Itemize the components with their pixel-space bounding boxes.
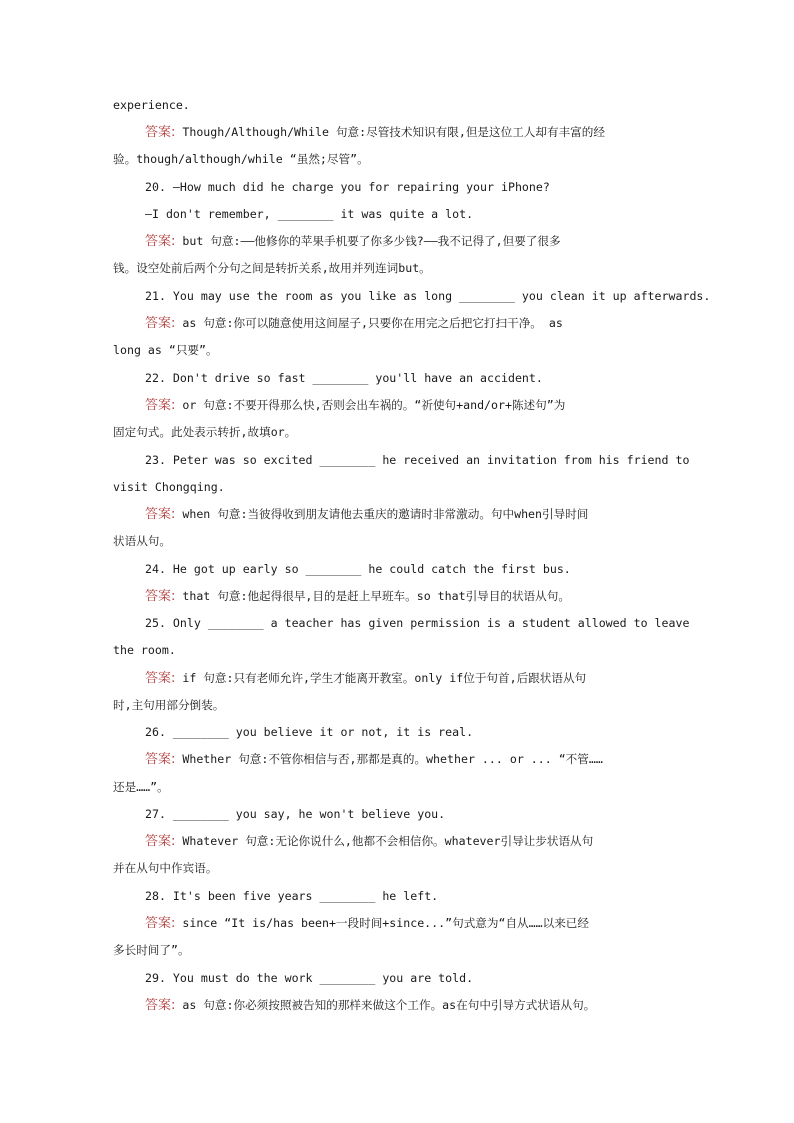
line-l7 xyxy=(113,260,681,276)
question-22 xyxy=(145,370,681,386)
question-20 xyxy=(145,179,681,195)
question-26 xyxy=(145,724,681,740)
answer-29 xyxy=(145,997,681,1014)
line-l17 xyxy=(113,533,681,549)
line-text: 27. ________ you say, he won't believe you. xyxy=(145,807,446,821)
answer-text: as 句意:你可以随意使用这间屋子,只要你在用完之后把它打扫干净。 as xyxy=(175,316,563,330)
line-text: 25. Only ________ a teacher has given permission is a student allowed to leave xyxy=(145,616,690,630)
answer-label: 答案: xyxy=(145,671,176,686)
answer-23 xyxy=(145,506,681,523)
answer-text: since “It is/has been+一段时间+since...”句式意为“自从……以来已经 xyxy=(175,916,589,930)
answer-text: Though/Although/While 句意:尽管技术知识有限,但是这位工人却有丰富的经 xyxy=(175,125,605,139)
question-29 xyxy=(145,970,681,986)
answer-26 xyxy=(145,751,681,768)
line-l21 xyxy=(113,642,681,658)
answer-label: 答案: xyxy=(145,234,176,249)
answer-label: 答案: xyxy=(145,507,176,522)
line-l13 xyxy=(113,424,681,440)
answer-label: 答案: xyxy=(145,589,176,604)
answer-21 xyxy=(145,315,681,332)
answer-text: or 句意:不要开得那么快,否则会出车祸的。“祈使句+and/or+陈述句”为 xyxy=(175,398,566,412)
question-21 xyxy=(145,288,711,304)
answer-text: that 句意:他起得很早,目的是赶上早班车。so that引导目的状语从句。 xyxy=(175,589,570,603)
answer-text: if 句意:只有老师允许,学生才能离开教室。only if位于句首,后跟状语从句 xyxy=(175,671,587,685)
line-text: —I don't remember, ________ it was quite a lot. xyxy=(145,207,474,221)
answer-label: 答案: xyxy=(145,752,176,767)
answer-text: when 句意:当彼得收到朋友请他去重庆的邀请时非常激动。句中when引导时间 xyxy=(175,507,589,521)
line-text: 多长时间了”。 xyxy=(113,943,190,957)
answer-text: Whatever 句意:无论你说什么,他都不会相信你。whatever引导让步状语从句 xyxy=(175,834,594,848)
line-text: 24. He got up early so ________ he could catch the first bus. xyxy=(145,562,571,576)
line-l26 xyxy=(113,779,681,795)
line-text: 21. You may use the room as you like as long ________ you clean it up afterwards. xyxy=(145,289,711,303)
answer-27 xyxy=(145,833,681,850)
answer-label: 答案: xyxy=(145,916,176,931)
question-28 xyxy=(145,888,681,904)
line-text: 29. You must do the work ________ you are told. xyxy=(145,971,474,985)
line-l10 xyxy=(113,342,681,358)
line-text: experience. xyxy=(113,98,190,112)
line-l2 xyxy=(145,124,681,141)
answer-text: Whether 句意:不管你相信与否,那都是真的。whether ... or ... “不管…… xyxy=(175,752,603,766)
answer-label: 答案: xyxy=(145,998,176,1013)
answer-label: 答案: xyxy=(145,316,176,331)
answer-20 xyxy=(145,233,681,250)
line-text: 还是……”。 xyxy=(113,780,169,794)
answer-25 xyxy=(145,670,681,687)
question-24 xyxy=(145,561,681,577)
line-text: visit Chongqing. xyxy=(113,480,225,494)
line-text: 验。though/although/while “虽然;尽管”。 xyxy=(113,152,369,166)
line-l32 xyxy=(113,942,681,958)
line-l1 xyxy=(113,97,681,113)
question-27 xyxy=(145,806,681,822)
line-l29 xyxy=(113,860,681,876)
line-text: 固定句式。此处表示转折,故填or。 xyxy=(113,425,297,439)
line-text: 26. ________ you believe it or not, it is real. xyxy=(145,725,474,739)
line-text: 20. —How much did he charge you for repairing your iPhone? xyxy=(145,180,550,194)
line-text: 并在从句中作宾语。 xyxy=(113,861,218,875)
line-text: 28. It's been five years ________ he left. xyxy=(145,889,439,903)
answer-text: as 句意:你必须按照被告知的那样来做这个工作。as在句中引导方式状语从句。 xyxy=(175,998,596,1012)
answer-label: 答案: xyxy=(145,834,176,849)
question-23 xyxy=(145,452,690,468)
line-l15 xyxy=(113,479,681,495)
line-text: 状语从句。 xyxy=(113,534,171,548)
answer-text: but 句意:——他修你的苹果手机要了你多少钱?——我不记得了,但要了很多 xyxy=(175,234,561,248)
line-text: long as “只要”。 xyxy=(113,343,218,357)
answer-22 xyxy=(145,397,681,414)
line-text: 22. Don't drive so fast ________ you'll have an accident. xyxy=(145,371,543,385)
line-text: the room. xyxy=(113,643,176,657)
line-text: 钱。设空处前后两个分句之间是转折关系,故用并列连词but。 xyxy=(113,261,431,275)
line-text: 时,主句用部分倒装。 xyxy=(113,698,225,712)
answer-label: 答案: xyxy=(145,398,176,413)
line-l3 xyxy=(113,151,681,167)
question-25 xyxy=(145,615,690,631)
answer-label: 答案: xyxy=(145,125,176,140)
answer-24 xyxy=(145,588,681,605)
line-l23 xyxy=(113,697,681,713)
line-l5 xyxy=(145,206,681,222)
line-text: 23. Peter was so excited ________ he received an invitation from his friend to xyxy=(145,453,690,467)
answer-28 xyxy=(145,915,681,932)
